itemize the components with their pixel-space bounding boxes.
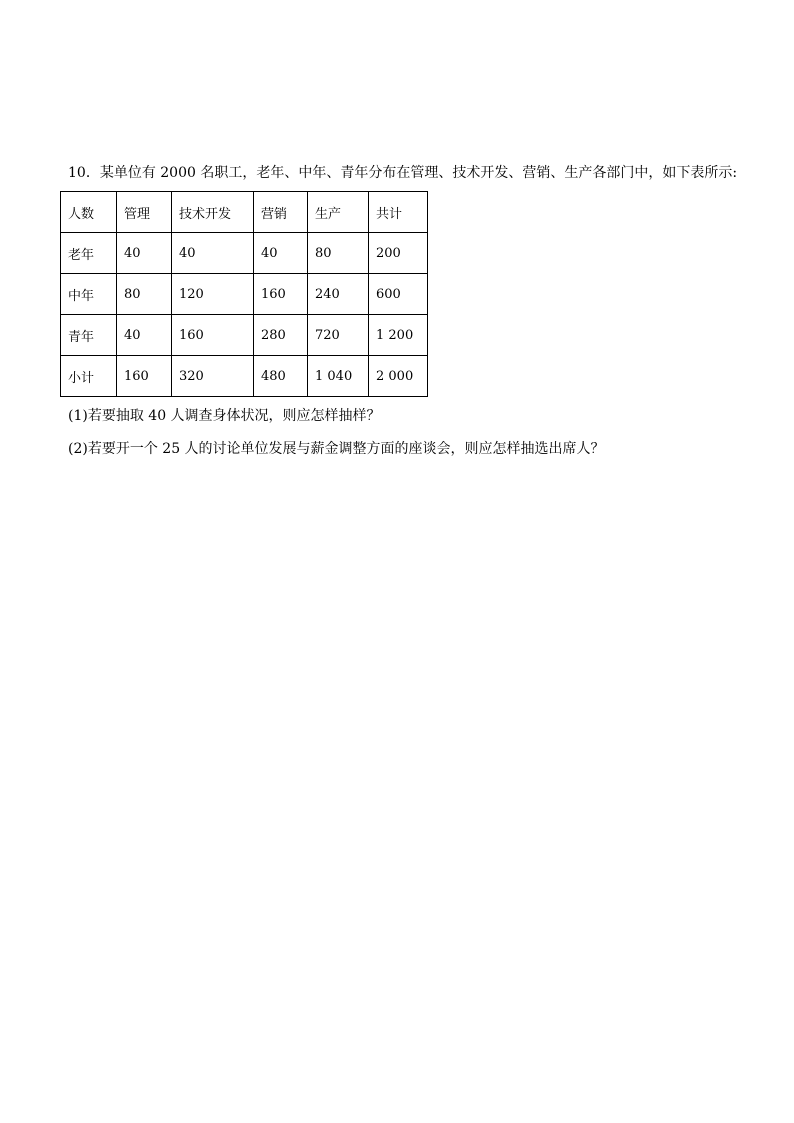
table-row bbox=[61, 315, 428, 356]
table-cell: 200 bbox=[369, 233, 428, 274]
table-header-cell: 共计 bbox=[369, 192, 428, 233]
staff-distribution-table bbox=[60, 191, 428, 397]
table-cell: 320 bbox=[172, 356, 254, 397]
table-cell: 40 bbox=[117, 315, 172, 356]
table-cell: 720 bbox=[308, 315, 369, 356]
table-header-cell: 营销 bbox=[254, 192, 308, 233]
table-cell: 40 bbox=[172, 233, 254, 274]
table-cell: 160 bbox=[172, 315, 254, 356]
table-header-cell: 生产 bbox=[308, 192, 369, 233]
table-cell: 1 200 bbox=[369, 315, 428, 356]
table-cell: 160 bbox=[117, 356, 172, 397]
table-cell: 480 bbox=[254, 356, 308, 397]
subquestion-1: (1)若要抽取 40 人调查身体状况，则应怎样抽样？ bbox=[68, 408, 381, 424]
table-header-cell: 管理 bbox=[117, 192, 172, 233]
table-header-row bbox=[61, 192, 428, 233]
table-cell: 160 bbox=[254, 274, 308, 315]
table-row bbox=[61, 274, 428, 315]
table-cell: 80 bbox=[117, 274, 172, 315]
table-cell: 40 bbox=[254, 233, 308, 274]
table-cell: 240 bbox=[308, 274, 369, 315]
table-row-label: 青年 bbox=[61, 315, 117, 356]
table-cell: 600 bbox=[369, 274, 428, 315]
table-cell: 80 bbox=[308, 233, 369, 274]
table-row-label: 小计 bbox=[61, 356, 117, 397]
table-header-cell: 人数 bbox=[61, 192, 117, 233]
table-row-label: 老年 bbox=[61, 233, 117, 274]
table-cell: 280 bbox=[254, 315, 308, 356]
table-cell: 1 040 bbox=[308, 356, 369, 397]
table-cell: 40 bbox=[117, 233, 172, 274]
table-header-cell: 技术开发 bbox=[172, 192, 254, 233]
subquestion-2: (2)若要开一个 25 人的讨论单位发展与薪金调整方面的座谈会，则应怎样抽选出席人？ bbox=[68, 441, 605, 457]
table-cell: 2 000 bbox=[369, 356, 428, 397]
table-row-label: 中年 bbox=[61, 274, 117, 315]
question-text: 10．某单位有 2000 名职工，老年、中年、青年分布在管理、技术开发、营销、生产各部门中，如下表所示: bbox=[68, 165, 738, 181]
table-row bbox=[61, 356, 428, 397]
table-row bbox=[61, 233, 428, 274]
table-cell: 120 bbox=[172, 274, 254, 315]
